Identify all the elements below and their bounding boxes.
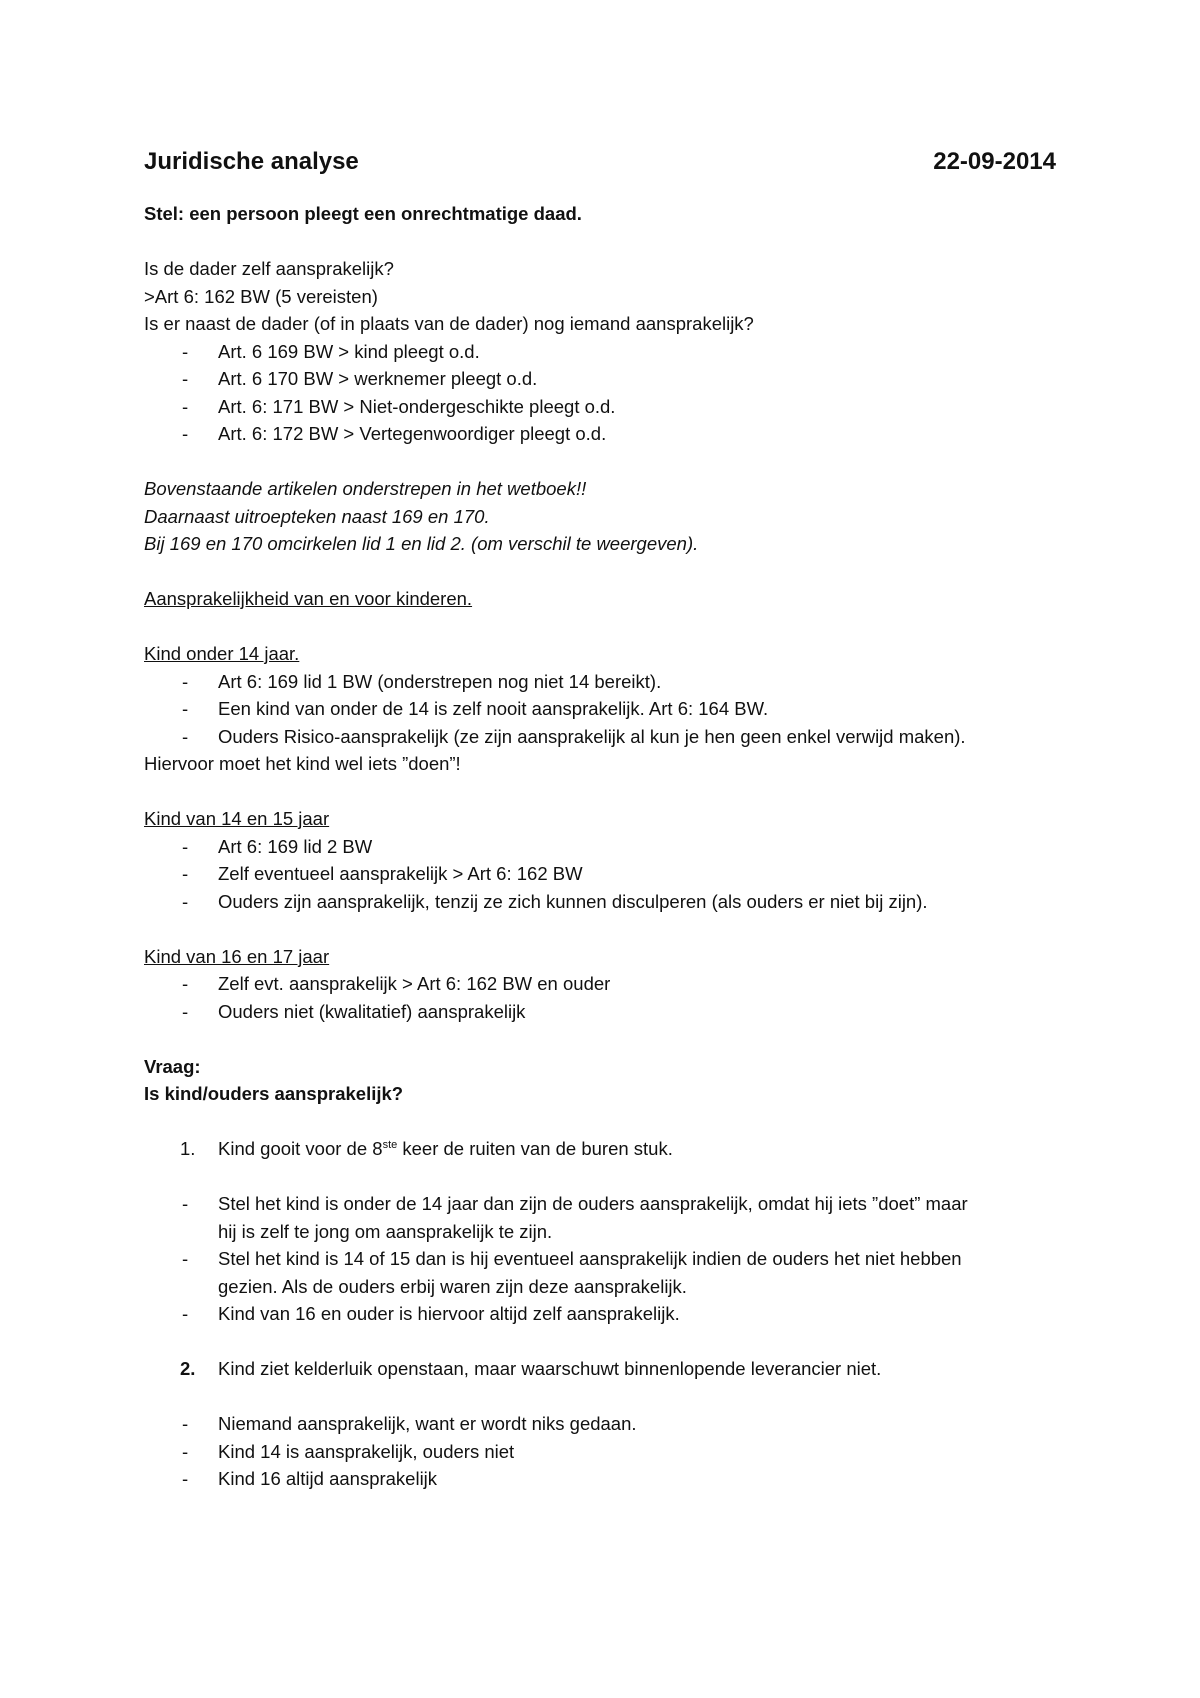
list-item [144, 668, 1056, 696]
list-item [144, 970, 1056, 998]
dash-marker: - [182, 395, 189, 417]
group-list [144, 668, 1056, 751]
case-list [144, 1355, 1056, 1383]
list-item [144, 723, 1056, 751]
case-number: 1. [180, 1138, 196, 1159]
dash-marker: - [182, 1248, 189, 1269]
dash-marker: - [182, 1468, 189, 1489]
dash-marker: - [182, 698, 189, 719]
dash-marker: - [182, 890, 189, 912]
list-item-text: Ouders Risico-aansprakelijk (ze zijn aansprakelijk al kun je hen geen enkel verwijd maken). [218, 725, 966, 747]
case-item [144, 1135, 1056, 1163]
case-text: Kind ziet kelderluik openstaan, maar waarschuwt binnenlopende leverancier niet. [218, 1358, 882, 1379]
group-note: Hiervoor moet het kind wel iets ”doen”! [144, 753, 461, 774]
group-heading: Kind onder 14 jaar. [144, 643, 300, 664]
list-item [144, 998, 1056, 1026]
document-title: Juridische analyse [144, 148, 359, 175]
list-item-text: Ouders zijn aansprakelijk, tenzij ze zich kunnen disculperen (als ouders er niet bij zijn). [218, 890, 928, 912]
list-item [144, 420, 1056, 448]
list-item [144, 1245, 1056, 1300]
dash-marker: - [182, 725, 189, 747]
document-header [144, 146, 1056, 178]
list-item [144, 393, 1056, 421]
dash-marker: - [182, 423, 189, 444]
list-item-text: Art. 6: 172 BW > Vertegenwoordiger pleegt o.d. [218, 423, 607, 444]
note-line: Bovenstaande artikelen onderstrepen in het wetboek!! [144, 478, 587, 499]
list-item [144, 860, 1056, 888]
answer-list [144, 1190, 1056, 1328]
intro-question-2: Is er naast de dader (of in plaats van de dader) nog iemand aansprakelijk? [144, 313, 754, 334]
intro-question-1: Is de dader zelf aansprakelijk? [144, 258, 394, 279]
question-label: Vraag: [144, 1055, 201, 1077]
list-item-text: hij is zelf te jong om aansprakelijk te zijn. [218, 1220, 553, 1242]
list-item [144, 365, 1056, 393]
dash-marker: - [182, 670, 189, 692]
group-list [144, 970, 1056, 1025]
note-line: Bij 169 en 170 omcirkelen lid 1 en lid 2. (om verschil te weergeven). [144, 533, 699, 554]
list-item [144, 338, 1056, 366]
case-list [144, 1135, 1056, 1163]
dash-marker: - [182, 1193, 189, 1214]
group-heading: Kind van 14 en 15 jaar [144, 808, 330, 829]
list-item [144, 695, 1056, 723]
group-heading: Kind van 16 en 17 jaar [144, 945, 330, 967]
list-item-text: Art 6: 169 lid 2 BW [218, 835, 373, 857]
list-item-text: Kind van 16 en ouder is hiervoor altijd zelf aansprakelijk. [218, 1303, 680, 1324]
list-item-text: Stel het kind is 14 of 15 dan is hij eventueel aansprakelijk indien de ouders het niet hebben [218, 1248, 962, 1269]
document-page [144, 146, 1056, 1493]
dash-marker: - [182, 835, 189, 857]
list-item-text: Art. 6 169 BW > kind pleegt o.d. [218, 340, 480, 362]
dash-marker: - [182, 1413, 189, 1434]
section-heading: Aansprakelijkheid van en voor kinderen. [144, 588, 473, 609]
dash-marker: - [182, 1440, 189, 1462]
list-item-text: Art. 6 170 BW > werknemer pleegt o.d. [218, 368, 538, 389]
article-list [144, 338, 1056, 448]
dash-marker: - [182, 1303, 189, 1324]
dash-marker: - [182, 340, 189, 362]
case-item [144, 1355, 1056, 1383]
list-item [144, 1300, 1056, 1328]
list-item-text: Ouders niet (kwalitatief) aansprakelijk [218, 1000, 526, 1022]
document-date: 22-09-2014 [933, 148, 1056, 175]
list-item-text: Niemand aansprakelijk, want er wordt niks gedaan. [218, 1413, 637, 1434]
answer-list [144, 1410, 1056, 1493]
list-item [144, 1410, 1056, 1438]
dash-marker: - [182, 1000, 189, 1022]
case-text: Kind gooit voor de 8 [218, 1138, 383, 1159]
list-item-text: Een kind van onder de 14 is zelf nooit aansprakelijk. Art 6: 164 BW. [218, 698, 769, 719]
list-item-text: Stel het kind is onder de 14 jaar dan zijn de ouders aansprakelijk, omdat hij iets ”doet” maar [218, 1193, 968, 1214]
case-superscript: ste [382, 1138, 398, 1151]
list-item [144, 1465, 1056, 1493]
intro-statement: Stel: een persoon pleegt een onrechtmatige daad. [144, 203, 582, 224]
dash-marker: - [182, 368, 189, 389]
case-text: keer de ruiten van de buren stuk. [397, 1138, 673, 1159]
list-item-text: Kind 14 is aansprakelijk, ouders niet [218, 1440, 515, 1462]
question-text: Is kind/ouders aansprakelijk? [144, 1083, 404, 1104]
group-list [144, 833, 1056, 916]
list-item-text: gezien. Als de ouders erbij waren zijn deze aansprakelijk. [218, 1275, 687, 1297]
case-number: 2. [180, 1358, 196, 1379]
list-item [144, 1438, 1056, 1466]
dash-marker: - [182, 863, 189, 884]
intro-answer-1: >Art 6: 162 BW (5 vereisten) [144, 285, 378, 307]
list-item-text: Zelf eventueel aansprakelijk > Art 6: 162 BW [218, 863, 583, 884]
list-item [144, 1190, 1056, 1245]
list-item-text: Art. 6: 171 BW > Niet-ondergeschikte pleegt o.d. [218, 395, 616, 417]
list-item [144, 888, 1056, 916]
list-item-text: Art 6: 169 lid 1 BW (onderstrepen nog niet 14 bereikt). [218, 670, 662, 692]
note-line: Daarnaast uitroepteken naast 169 en 170. [144, 505, 490, 527]
list-item-text: Kind 16 altijd aansprakelijk [218, 1468, 438, 1489]
dash-marker: - [182, 973, 189, 994]
list-item-text: Zelf evt. aansprakelijk > Art 6: 162 BW en ouder [218, 973, 611, 994]
list-item [144, 833, 1056, 861]
